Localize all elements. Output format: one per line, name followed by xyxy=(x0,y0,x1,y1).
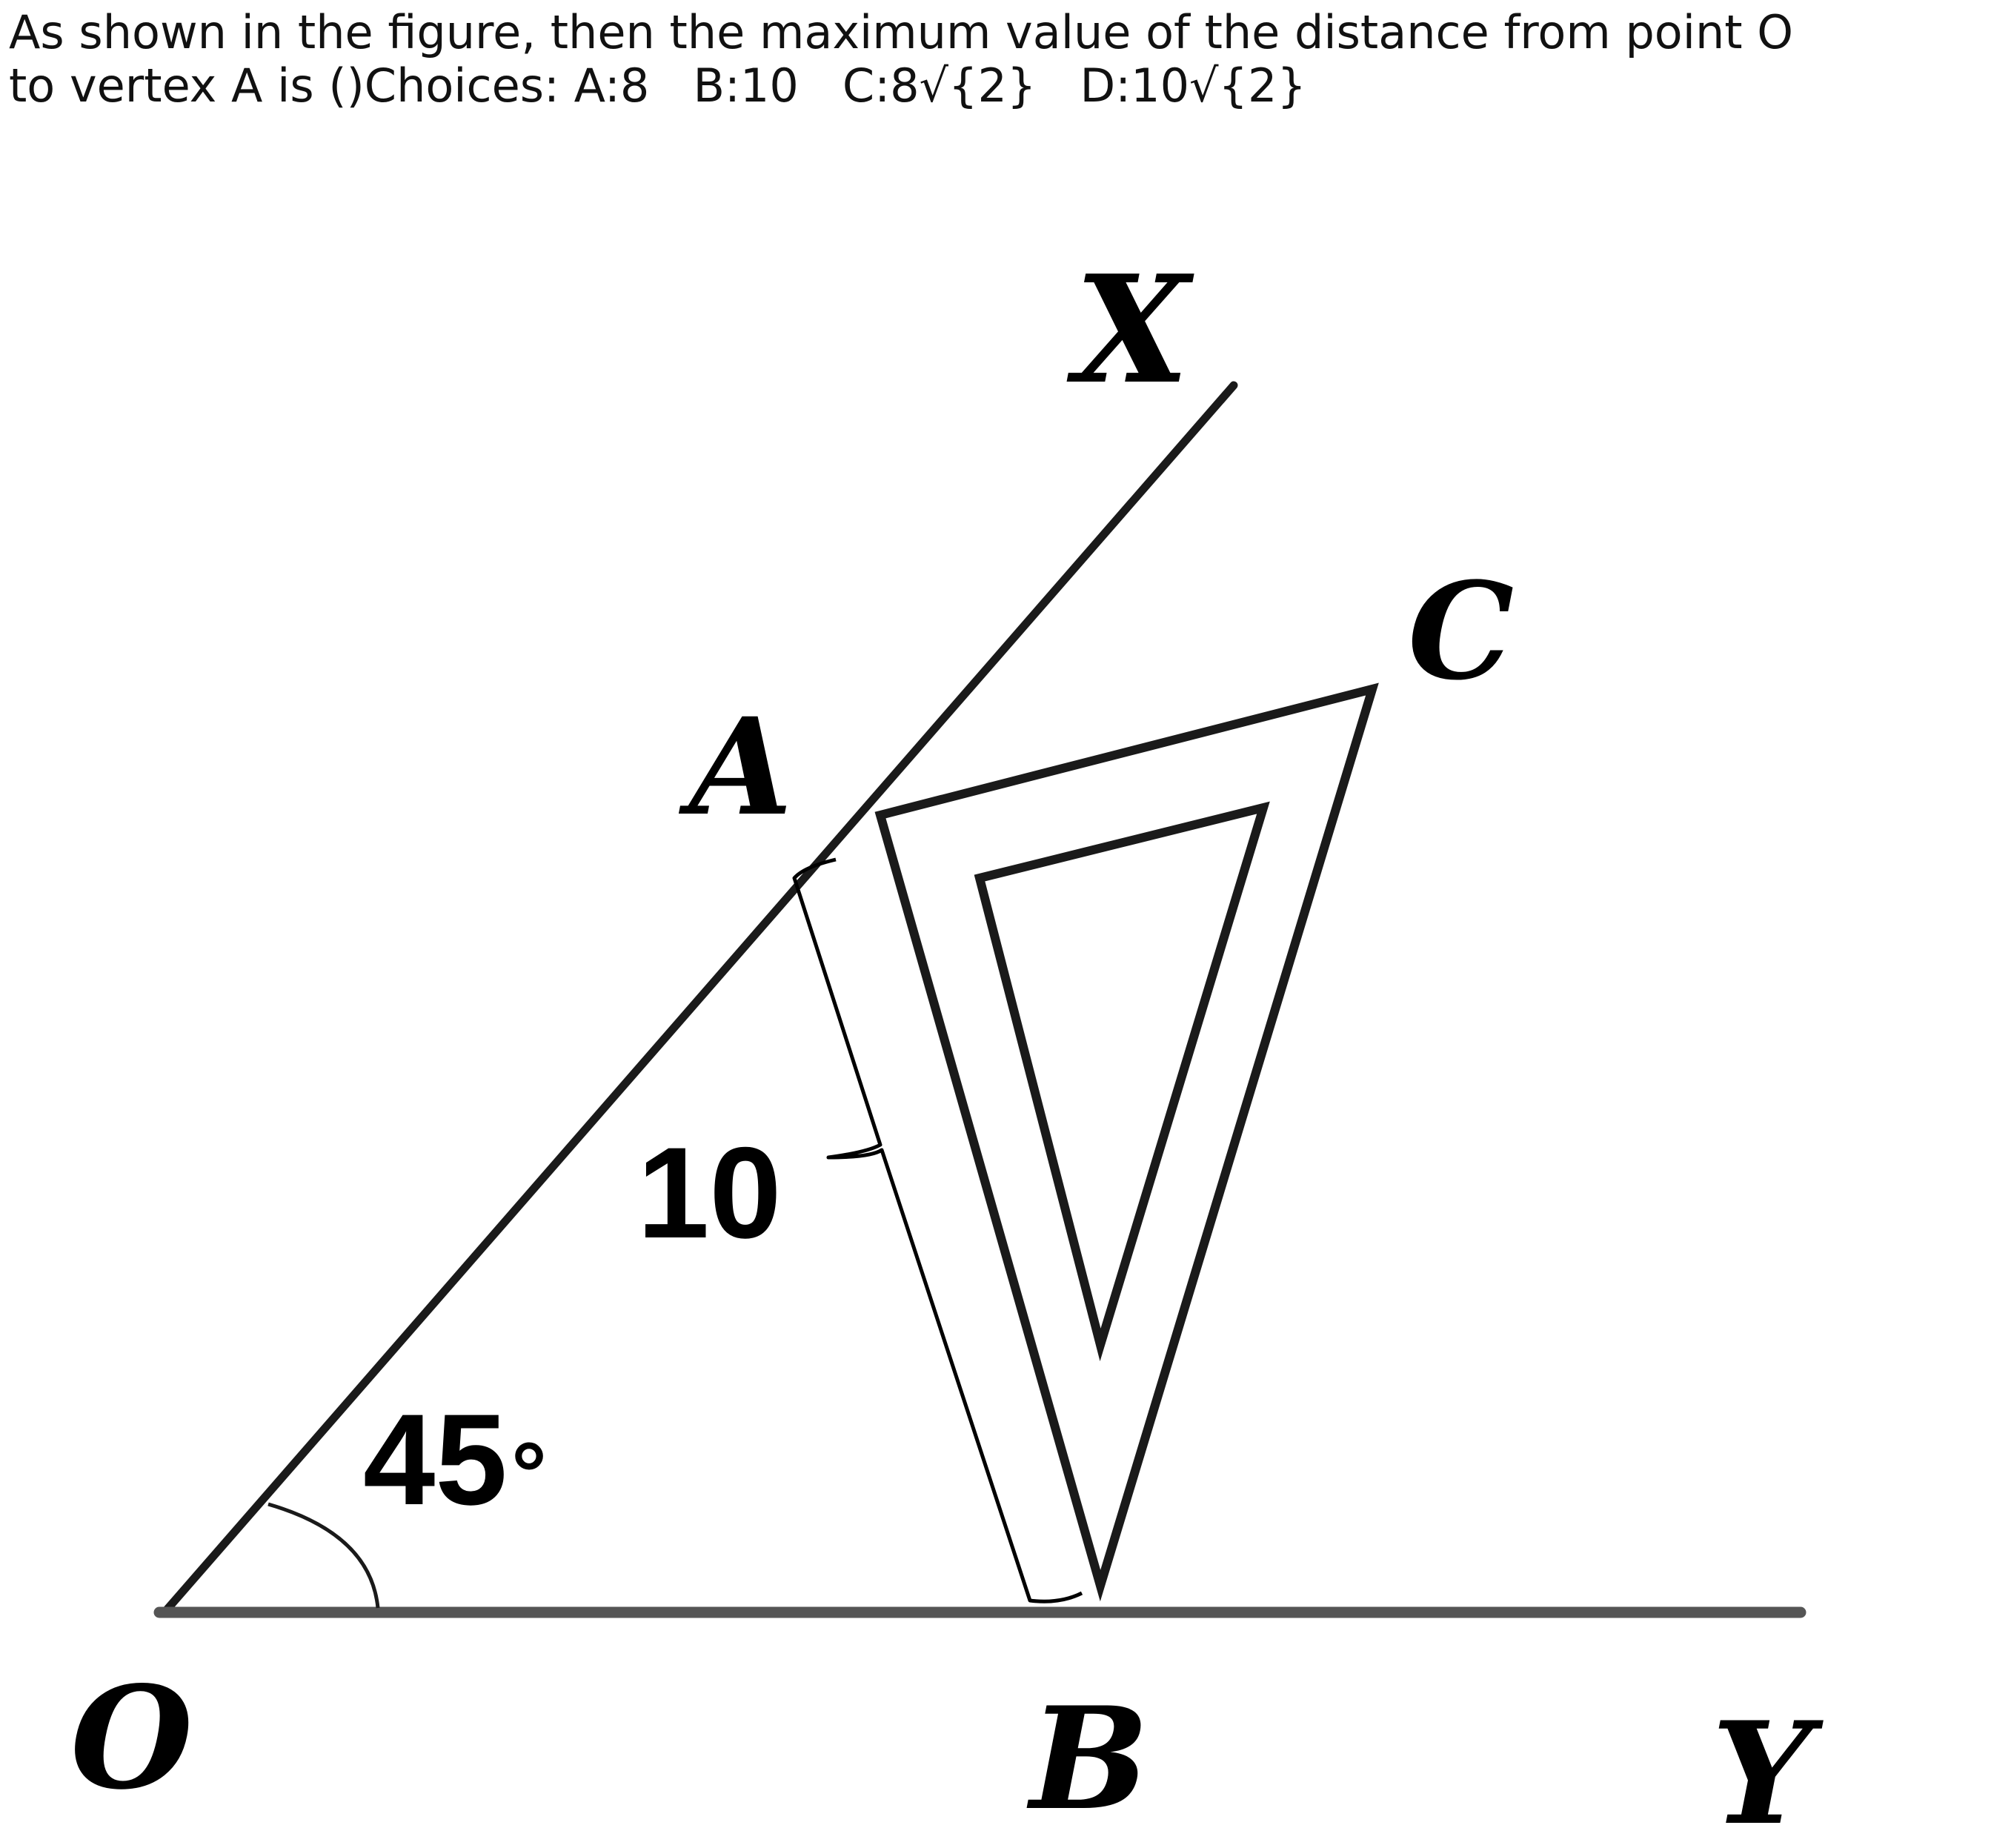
ray-ox xyxy=(164,385,1234,1612)
degree-symbol: ° xyxy=(511,1424,547,1523)
length-brace xyxy=(794,860,1082,1601)
label-o: O xyxy=(70,1655,193,1821)
question-line-1: As shown in the figure, then the maximum value of the distance from point O xyxy=(9,5,1794,59)
triangle-outer xyxy=(880,689,1372,1586)
label-x: X xyxy=(1074,243,1190,417)
length-label: 10 xyxy=(637,1121,782,1266)
label-c: C xyxy=(1408,554,1515,710)
angle-arc xyxy=(268,1504,378,1608)
choice-a: A:8 xyxy=(574,59,650,113)
label-b: B xyxy=(1030,1676,1149,1841)
label-a: A xyxy=(689,689,793,845)
choice-c: C:8√{2} xyxy=(842,59,1037,113)
choice-b: B:10 xyxy=(693,59,799,113)
label-y: Y xyxy=(1712,1691,1812,1848)
question-line-2-prefix: to vertex A is ()Choices: xyxy=(9,59,559,113)
angle-label: 45 xyxy=(363,1388,508,1532)
choice-d: D:10√{2} xyxy=(1080,59,1306,113)
triangle-inner xyxy=(980,808,1263,1345)
